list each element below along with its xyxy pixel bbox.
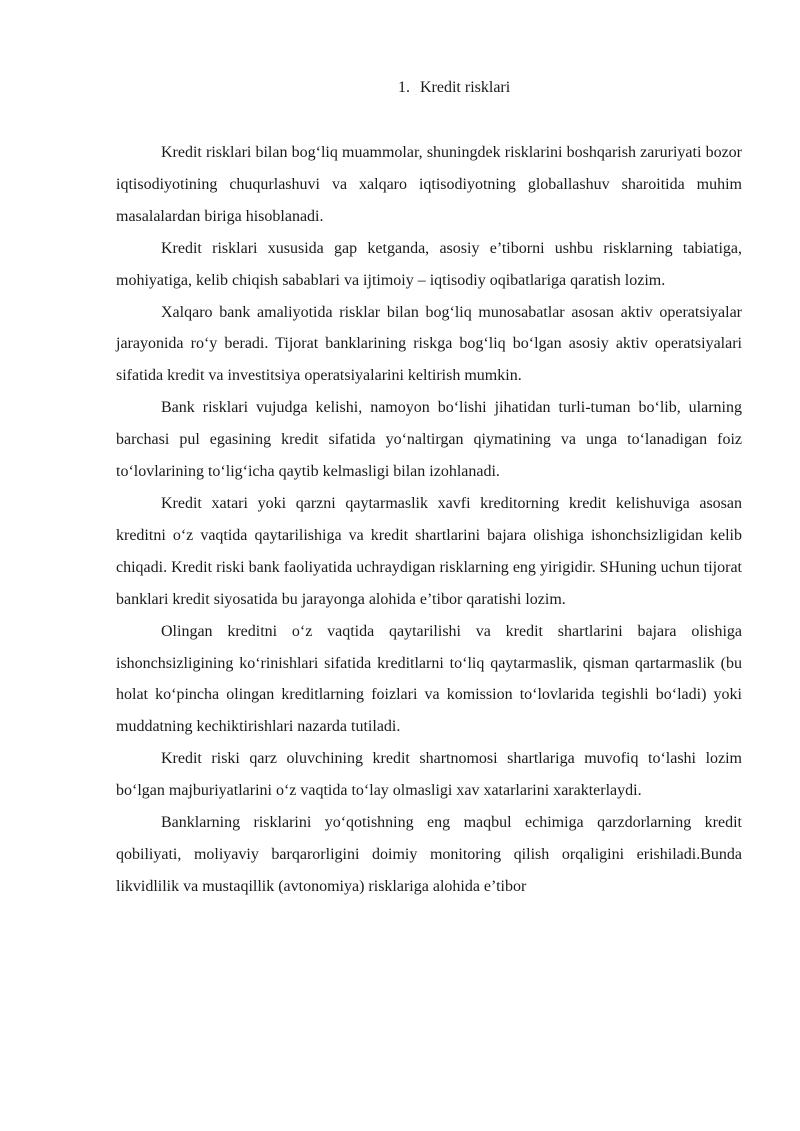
section-heading — [398, 76, 510, 100]
section-title: Kredit risklari — [420, 79, 511, 96]
paragraph: Kredit risklari xususida gap ketganda, asosiy e’tiborni ushbu risklarning tabiatiga, mohiyatiga, kelib chiqish sabablari va ijtimoiy – iqtisodiy oqibatlariga qaratish lozim. — [116, 239, 742, 289]
paragraph: Kredit xatari yoki qarzni qaytarmaslik xavfi kreditorning kredit kelishuviga asosan kreditni o‘z vaqtida qaytarilishiga va kredit shartlarini bajara olishiga ishonchsizligidan kelib chiqadi. Kredit riski bank faoliyatida uchraydigan risklarning eng yirigidir. SHuning uchun tijorat banklari kredit siyosatida bu jarayonga alohida e’tibor qaratishi lozim. — [116, 494, 742, 608]
paragraph: Banklarning risklarini yo‘qotishning eng maqbul echimiga qarzdorlarning kredit qobiliyati, moliyaviy barqarorligini doimiy monitoring qilish orqaligini erishiladi.Bunda likvidlilik va mustaqillik (avtonomiya) risklariga alohida e’tibor — [116, 814, 742, 895]
section-number: 1. — [398, 79, 410, 96]
paragraph: Xalqaro bank amaliyotida risklar bilan bog‘liq munosabatlar asosan aktiv operatsiyalar jarayonida ro‘y beradi. Tijorat banklarining riskga bog‘liq bo‘lgan asosiy aktiv operatsiyalari sifatida kredit va investitsiya operatsiyalarini keltirish mumkin. — [116, 303, 742, 385]
paragraph: Kredit risklari bilan bog‘liq muammolar, shuningdek risklarini boshqarish zaruriyati bozor iqtisodiyotining chuqurlashuvi va xalqaro iqtisodiyotning globallashuv sharoitida muhim masalalardan biriga hisoblanadi. — [116, 144, 742, 225]
body-text — [116, 137, 742, 903]
paragraph: Olingan kreditni o‘z vaqtida qaytarilishi va kredit shartlarini bajara olishiga ishonchsizligining ko‘rinishlari sifatida kreditlarni to‘liq qaytarmaslik, qisman qartarmaslik (bu holat ko‘pincha olingan kreditlarning foizlari va komission to‘lovlarida tegishli bo‘ladi) yoki muddatning kechiktirishlari nazarda tutiladi. — [116, 622, 742, 736]
paragraph: Bank risklari vujudga kelishi, namoyon bo‘lishi jihatidan turli-tuman bo‘lib, ularning barchasi pul egasining kredit sifatida yo‘naltirgan qiymatining va unga to‘lanadigan foiz to‘lovlarining to‘lig‘icha qaytib kelmasligi bilan izohlanadi. — [116, 399, 742, 481]
paragraph: Kredit riski qarz oluvchining kredit shartnomosi shartlariga muvofiq to‘lashi lozim bo‘lgan majburiyatlarini o‘z vaqtida to‘lay olmasligi xav xatarlarini xarakterlaydi. — [116, 750, 742, 800]
